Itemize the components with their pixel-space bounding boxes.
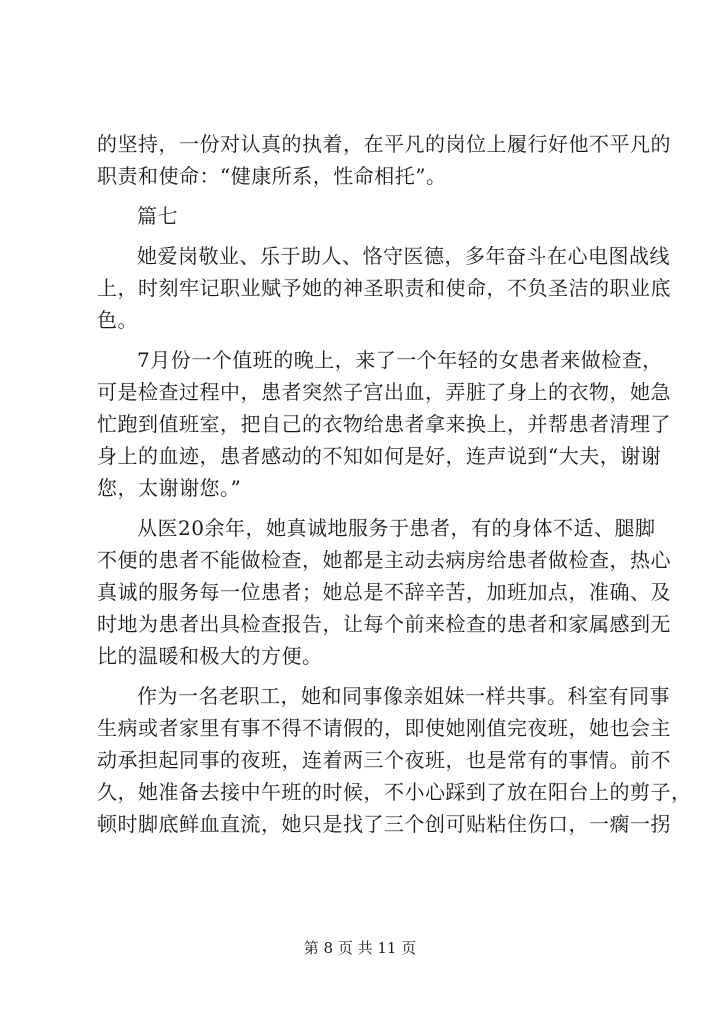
text-line: 7月份一个值班的晚上，来了一个年轻的女患者来做检查， — [137, 348, 663, 372]
text-line: 生病或者家里有事不得不请假的，即使她刚值完夜班，她也会主 — [97, 716, 671, 740]
text-line: 可是检查过程中，患者突然子宫出血，弄脏了身上的衣物，她急 — [97, 380, 671, 404]
text-line: 动承担起同事的夜班，连着两三个夜班，也是常有的事情。前不 — [97, 748, 671, 772]
text-line: 比的温暖和极大的方便。 — [97, 644, 323, 668]
paragraph — [97, 344, 671, 504]
text-line: 真诚的服务每一位患者；她总是不辞辛苦，加班加点，准确、及 — [97, 580, 671, 604]
text-line: 篇七 — [137, 204, 178, 228]
paragraph-gap — [97, 504, 641, 512]
paragraph-gap — [97, 336, 641, 344]
paragraph-gap — [97, 192, 641, 200]
paragraph-gap — [97, 672, 641, 680]
text-line: 您，太谢谢您。” — [97, 476, 242, 500]
paragraph-gap — [97, 232, 641, 240]
text-line: 职责和使命：“健康所系，性命相托”。 — [97, 164, 447, 188]
text-line: 色。 — [97, 308, 138, 332]
text-line: 身上的血迹，患者感动的不知如何是好，连声说到“大夫，谢谢 — [97, 444, 662, 468]
text-line: 时地为患者出具检查报告，让每个前来检查的患者和家属感到无 — [97, 612, 671, 636]
text-line: 久，她准备去接中午班的时候，不小心踩到了放在阳台上的剪子， — [97, 780, 692, 804]
text-line: 顿时脚底鲜血直流，她只是找了三个创可贴粘住伤口，一瘸一拐 — [97, 812, 671, 836]
text-line: 的坚持，一份对认真的执着，在平凡的岗位上履行好他不平凡的 — [97, 132, 671, 156]
text-line: 从医20余年，她真诚地服务于患者，有的身体不适、腿脚 — [137, 516, 656, 540]
text-line: 不便的患者不能做检查，她都是主动去病房给患者做检查，热心 — [97, 548, 671, 572]
paragraph — [97, 128, 671, 192]
page-footer: 第 8 页 共 11 页 — [303, 939, 417, 957]
section-heading — [97, 200, 641, 232]
text-line: 作为一名老职工，她和同事像亲姐妹一样共事。科室有同事 — [137, 684, 670, 708]
paragraph — [97, 512, 671, 672]
paragraph — [97, 240, 671, 336]
text-line: 她爱岗敬业、乐于助人、恪守医德，多年奋斗在心电图战线 — [137, 244, 670, 268]
text-line: 忙跑到值班室，把自己的衣物给患者拿来换上，并帮患者清理了 — [97, 412, 671, 436]
document-body — [97, 128, 692, 840]
text-line: 上，时刻牢记职业赋予她的神圣职责和使命，不负圣洁的职业底 — [97, 276, 671, 300]
paragraph — [97, 680, 692, 840]
